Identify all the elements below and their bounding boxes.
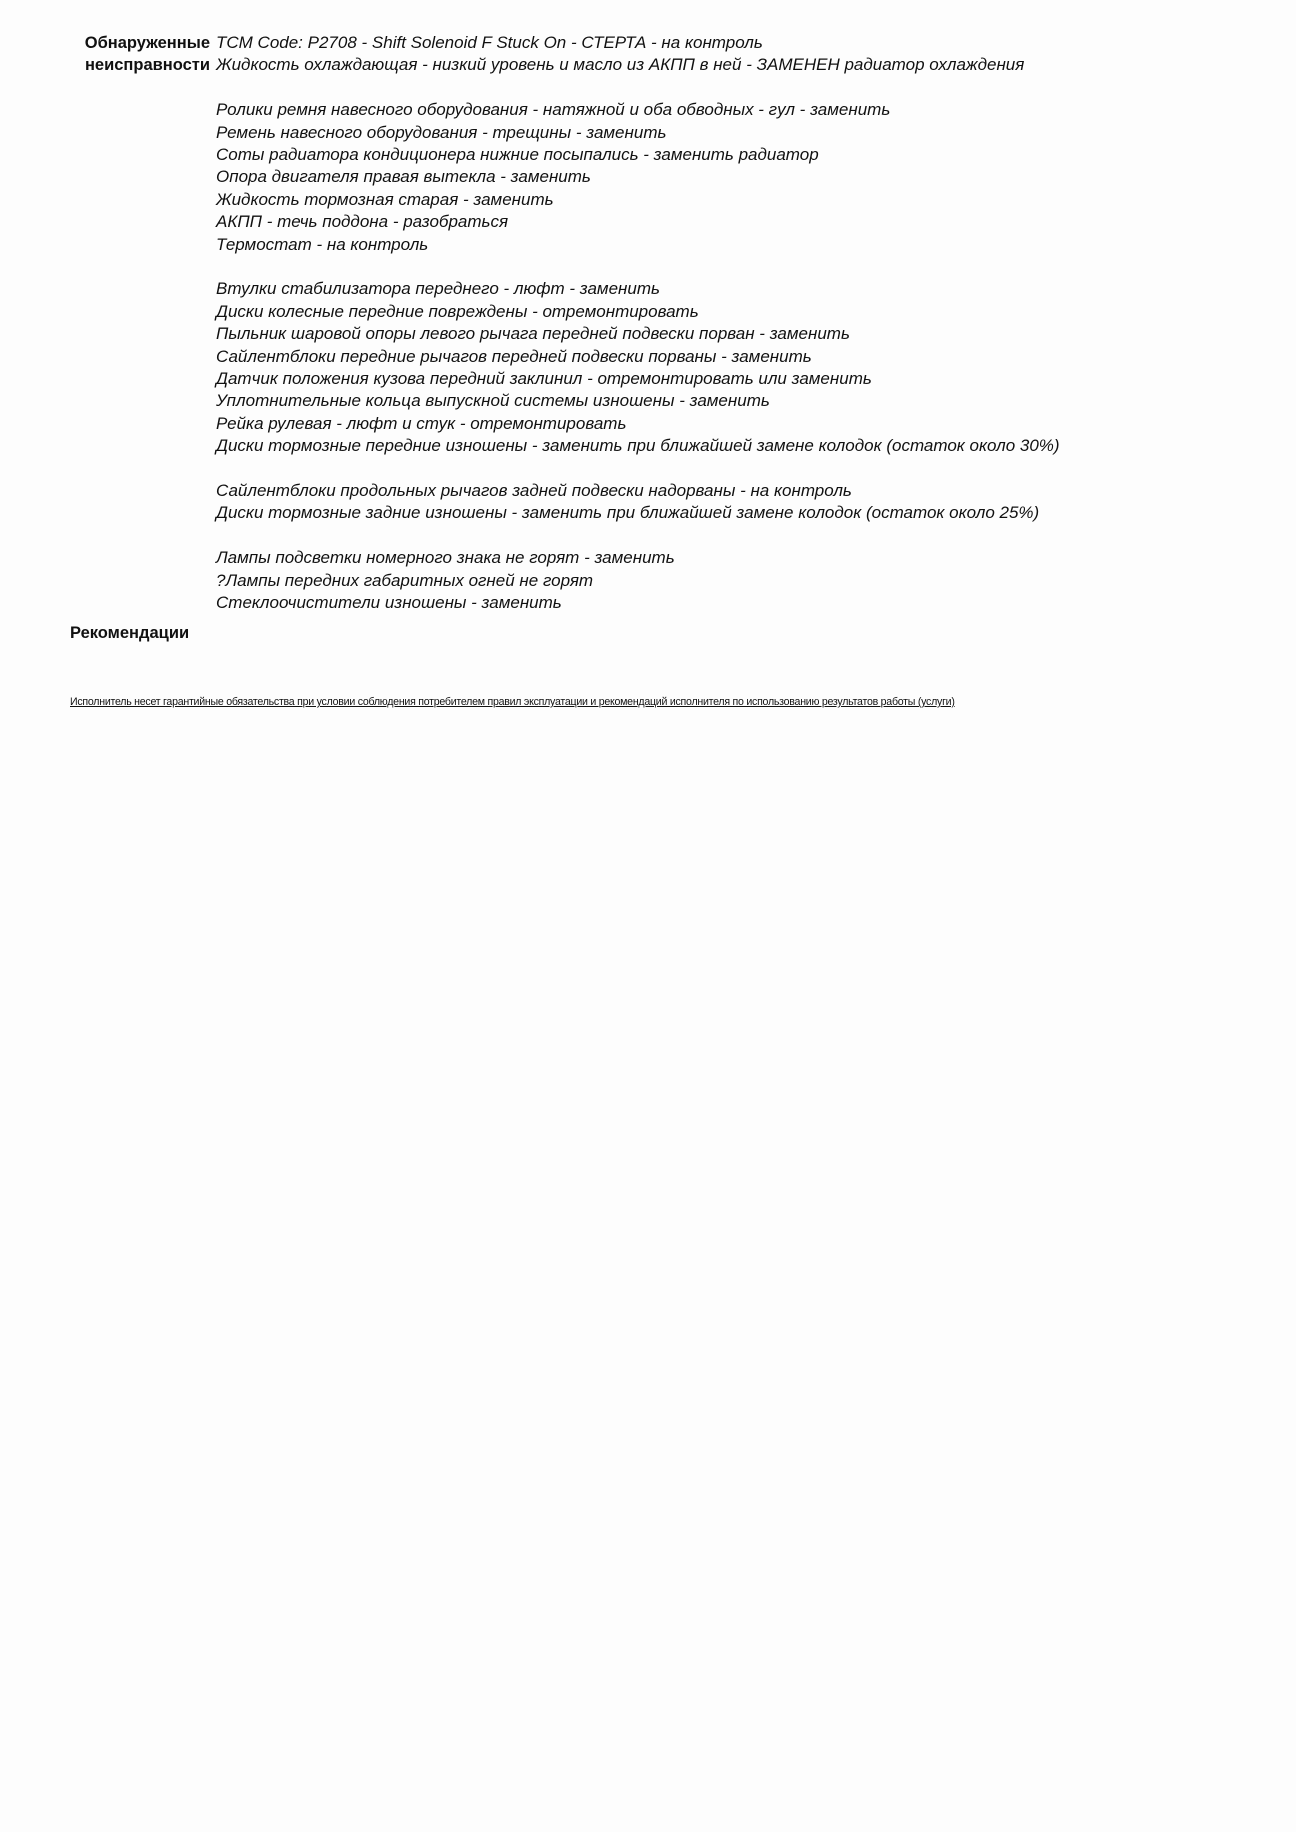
defect-line: Стеклоочистители изношены - заменить (216, 593, 562, 613)
warranty-note: Исполнитель несет гарантийные обязательства при условии соблюдения потребителем правил эксплуатации и рекомендаций исполнителя по использованию результатов работы (услуги) (70, 696, 955, 708)
defects-label-line-1: Обнаруженные (84, 34, 210, 52)
defects-list (216, 32, 1226, 615)
defect-line: ?Лампы передних габаритных огней не горят (216, 570, 594, 590)
defect-line: Втулки стабилизатора переднего - люфт - заменить (216, 279, 660, 299)
defect-line: Жидкость тормозная старая - заменить (216, 189, 554, 209)
defect-group (216, 99, 1226, 256)
defect-line: Сайлентблоки продольных рычагов задней подвески надорваны - на контроль (216, 481, 852, 501)
defects-section-label (54, 32, 210, 77)
defect-line: АКПП - течь поддона - разобраться (216, 212, 509, 232)
defect-line: Диски тормозные передние изношены - заменить при ближайшей замене колодок (остаток около 30%) (216, 436, 1060, 456)
defect-line: Уплотнительные кольца выпускной системы изношены - заменить (216, 391, 770, 411)
defect-line: Сайлентблоки передние рычагов передней подвески порваны - заменить (216, 346, 812, 366)
defect-line: Соты радиатора кондиционера нижние посыпались - заменить радиатор (216, 145, 819, 165)
defect-group (216, 480, 1226, 525)
defect-line: Датчик положения кузова передний заклинил - отремонтировать или заменить (216, 369, 872, 389)
defect-line: Диски тормозные задние изношены - заменить при ближайшей замене колодок (остаток около 25%) (216, 503, 1040, 523)
defect-line: Жидкость охлаждающая - низкий уровень и масло из АКПП в ней - ЗАМЕНЕН радиатор охлаждения (216, 55, 1025, 75)
defect-group (216, 32, 1226, 77)
defect-line: Опора двигателя правая вытекла - заменить (216, 167, 591, 187)
defect-line: Ролики ремня навесного оборудования - натяжной и оба обводных - гул - заменить (216, 100, 891, 120)
defect-line: Лампы подсветки номерного знака не горят - заменить (216, 548, 675, 568)
defect-line: Пыльник шаровой опоры левого рычага передней подвески порван - заменить (216, 324, 850, 344)
defect-line: Ремень навесного оборудования - трещины - заменить (216, 122, 667, 142)
defect-group (216, 278, 1226, 457)
recommendations-heading: Рекомендации (70, 624, 190, 642)
defect-group (216, 547, 1226, 614)
defect-line: Рейка рулевая - люфт и стук - отремонтировать (216, 413, 627, 433)
defects-label-line-2: неисправности (84, 56, 210, 75)
defect-line: Диски колесные передние повреждены - отремонтировать (216, 301, 699, 321)
defect-line: Термостат - на контроль (216, 234, 429, 254)
defect-line: TCM Code: P2708 - Shift Solenoid F Stuck On - СТЕРТА - на контроль (216, 33, 763, 52)
